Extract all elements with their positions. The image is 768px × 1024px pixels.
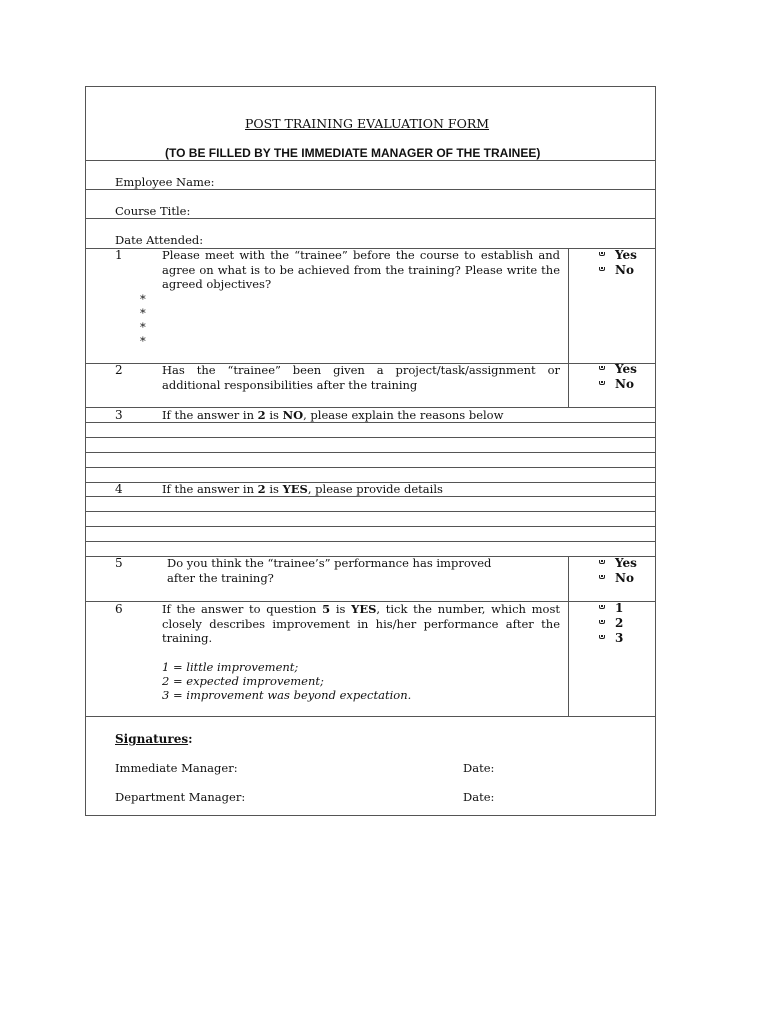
divider [86,452,655,453]
question-number: 6 [115,602,123,616]
option-label: No [615,377,634,391]
question-5-line-1: Do you think the “trainee’s” performance has improved [167,556,492,570]
q5-option-no[interactable] [599,571,634,586]
checkbox-icon [599,267,605,272]
scale-item: 3 = improvement was beyond expectation. [162,688,412,702]
objective-bullet: * [140,306,146,320]
form-title: POST TRAINING EVALUATION FORM [245,116,490,131]
evaluation-form [85,86,656,816]
divider [86,467,655,468]
objective-bullet: * [140,334,146,348]
question-number: 4 [115,482,123,496]
question-2-text: Has the “trainee” been given a project/task/assignment or additional responsibilities after the training [162,363,560,392]
question-number: 3 [115,408,123,422]
q6-option-1[interactable] [599,601,623,616]
question-4-text: If the answer in 2 is YES, please provide details [162,482,443,496]
checkbox-icon [599,575,605,580]
course-title-label: Course Title: [115,204,191,218]
checkbox-icon [599,620,605,625]
checkbox-icon [599,252,605,257]
immediate-manager-label: Immediate Manager: [115,761,238,775]
checkbox-icon [599,605,605,610]
divider [86,218,655,219]
divider [86,437,655,438]
department-manager-label: Department Manager: [115,790,246,804]
option-label: 3 [615,631,624,645]
q2-option-no[interactable] [599,377,634,392]
option-label: Yes [615,556,637,570]
option-label: Yes [615,362,637,376]
question-5-line-2: after the training? [167,571,274,585]
question-number: 2 [115,363,123,377]
q5-option-yes[interactable] [599,556,637,571]
column-divider [568,556,569,717]
question-number: 5 [115,556,123,570]
question-1-text: Please meet with the “trainee” before the course to establish and agree on what is to be achieved from the training? Please write the agreed objectives? [162,248,560,291]
divider [86,422,655,423]
divider [86,716,655,717]
date-label: Date: [463,790,495,804]
q1-option-yes[interactable] [599,248,637,263]
option-label: 2 [615,616,624,630]
option-label: Yes [615,248,637,262]
q1-option-no[interactable] [599,263,634,278]
option-label: No [615,571,634,585]
column-divider [568,248,569,408]
divider [86,160,655,161]
divider [86,526,655,527]
question-3-text: If the answer in 2 is NO, please explain the reasons below [162,408,504,422]
date-attended-label: Date Attended: [115,233,204,247]
scale-item: 1 = little improvement; [162,660,299,674]
q6-option-2[interactable] [599,616,623,631]
checkbox-icon [599,381,605,386]
checkbox-icon [599,366,605,371]
question-6-text: If the answer to question 5 is YES, tick the number, which most closely describes improvement in his/her performance after the training. [162,602,560,645]
q6-option-3[interactable] [599,631,623,646]
divider [86,496,655,497]
employee-name-label: Employee Name: [115,175,215,189]
option-label: 1 [615,601,624,615]
form-subtitle: (TO BE FILLED BY THE IMMEDIATE MANAGER OF THE TRAINEE) [165,146,541,160]
signatures-heading: Signatures: [115,732,193,746]
objective-bullet: * [140,292,146,306]
divider [86,541,655,542]
divider [86,511,655,512]
q2-option-yes[interactable] [599,362,637,377]
date-label: Date: [463,761,495,775]
objective-bullet: * [140,320,146,334]
option-label: No [615,263,634,277]
checkbox-icon [599,635,605,640]
scale-item: 2 = expected improvement; [162,674,324,688]
divider [86,189,655,190]
checkbox-icon [599,560,605,565]
question-number: 1 [115,248,123,262]
